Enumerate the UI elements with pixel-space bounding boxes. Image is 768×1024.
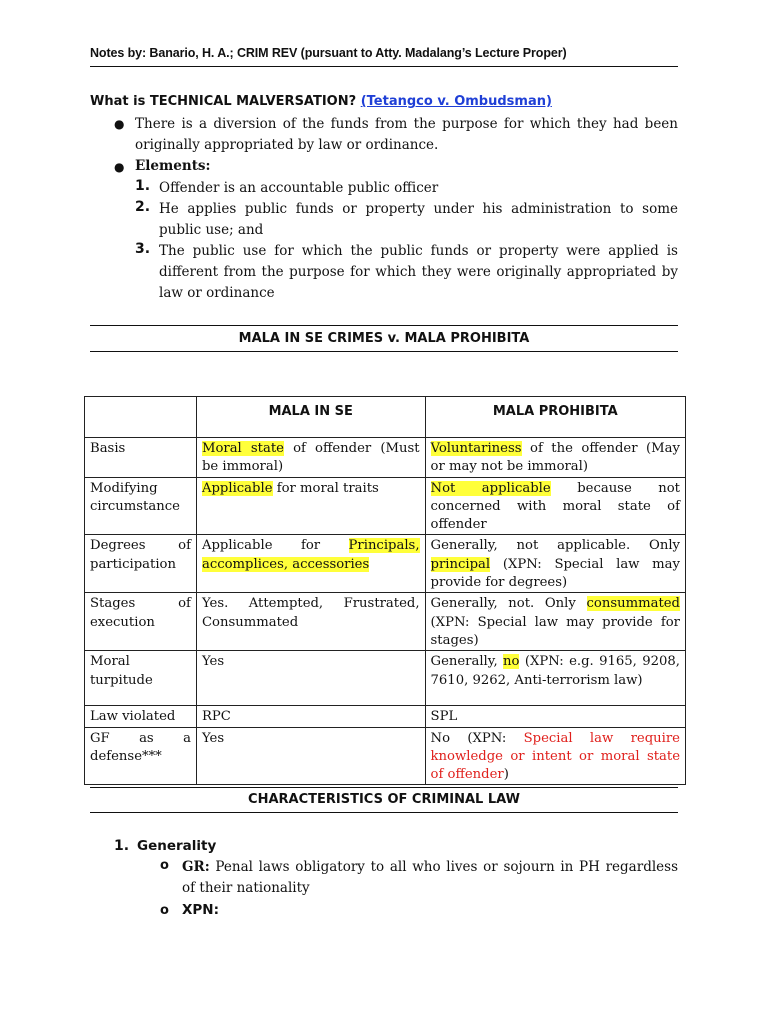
cell-text: Generally, — [430, 654, 504, 670]
table-row — [85, 651, 686, 706]
bullet-icon: ● — [114, 160, 125, 174]
red-text: Special law require knowledge or intent or moral state of offender — [430, 730, 680, 783]
header-mala-prohibita: MALA PROHIBITA — [425, 397, 685, 438]
cell-text: No (XPN: — [430, 730, 524, 746]
row-label: Basis — [85, 438, 197, 478]
mala-in-se-cell — [196, 477, 425, 535]
cell-text: Applicable for — [201, 538, 349, 554]
gr-body: Penal laws obligatory to all who lives or sojourn in PH regardless of their nationality — [182, 859, 678, 896]
mala-in-se-cell: Yes — [196, 727, 425, 785]
element-number: 3. — [135, 241, 151, 257]
header-cell-empty — [85, 397, 197, 438]
highlight: Applicable — [201, 480, 273, 496]
diversion-text: There is a diversion of the funds from the purpose for which they had been originally appropriated by law or ordinance. — [135, 116, 678, 153]
xpn-label: XPN: — [182, 902, 219, 918]
element-text: He applies public funds or property under his administration to some public use; and — [159, 201, 678, 238]
section-rule-top — [90, 787, 678, 788]
section-title: MALA IN SE CRIMES v. MALA PROHIBITA — [238, 331, 530, 346]
cell-text: (XPN: e.g. 9165, 9208, 7610, 9262, Anti-terrorism law) — [430, 654, 680, 688]
cell-text: Generally, not. Only — [430, 596, 587, 612]
marker-o: o — [160, 858, 169, 873]
row-label: Modifying circumstance — [85, 477, 197, 535]
cell-text: because not concerned with moral state of offender — [430, 480, 680, 533]
table-row — [85, 438, 686, 478]
element-text: The public use for which the public funds or property were applied is different from the purpose for which they were originally appropriated by law or ordinance — [159, 243, 678, 301]
mala-prohibita-cell — [425, 727, 685, 785]
case-link[interactable]: (Tetangco v. Ombudsman) — [360, 94, 552, 109]
highlight: no — [503, 654, 520, 670]
cell-text: of offender (Must be immoral) — [201, 441, 420, 475]
comparison-table — [84, 396, 686, 785]
row-label: Moral turpitude — [85, 651, 197, 706]
table-row — [85, 535, 686, 593]
table-row — [85, 593, 686, 651]
cell-text: (XPN: Special law may provide for degrees) — [430, 556, 680, 591]
page-header: Notes by: Banario, H. A.; CRIM REV (pursuant to Atty. Madalang’s Lecture Proper) — [90, 46, 567, 60]
mala-prohibita-cell — [425, 651, 685, 706]
highlight: Principals, accomplices, accessories — [201, 538, 420, 572]
section-rule-top — [90, 325, 678, 326]
mala-in-se-cell: Yes — [196, 651, 425, 706]
elements-label: Elements: — [135, 158, 211, 174]
mala-prohibita-cell — [425, 535, 685, 593]
highlight: Voluntariness — [430, 441, 522, 456]
generality-title: Generality — [137, 838, 217, 854]
header-rule — [90, 66, 678, 67]
mala-prohibita-cell: SPL — [425, 706, 685, 727]
list-number: 1. — [114, 838, 130, 854]
marker-o: o — [160, 903, 169, 918]
table-row — [85, 727, 686, 785]
bullet-icon: ● — [114, 117, 125, 131]
mala-in-se-cell: RPC — [196, 706, 425, 727]
cell-text: of the offender (May or may not be immoral) — [430, 441, 680, 475]
section-rule-bottom — [90, 812, 678, 813]
cell-text: (XPN: Special law may provide for stages) — [430, 614, 680, 648]
section-rule-bottom — [90, 351, 678, 352]
question-line — [90, 94, 552, 109]
gr-label: GR: — [182, 859, 210, 875]
question-lead: What is TECHNICAL MALVERSATION? — [90, 94, 357, 109]
header-mala-in-se: MALA IN SE — [196, 397, 425, 438]
highlight: Moral state — [201, 441, 284, 456]
mala-in-se-cell — [196, 535, 425, 593]
section-title: CHARACTERISTICS OF CRIMINAL LAW — [248, 792, 520, 807]
highlight: principal — [430, 556, 491, 572]
cell-text: for moral traits — [272, 480, 379, 496]
element-number: 1. — [135, 178, 151, 194]
mala-in-se-cell: Yes. Attempted, Frustrated, Consummated — [196, 593, 425, 651]
gr-text — [182, 857, 678, 899]
table-header-row — [85, 397, 686, 438]
mala-in-se-cell — [196, 438, 425, 478]
element-number: 2. — [135, 199, 151, 215]
mala-prohibita-cell — [425, 438, 685, 478]
element-text: Offender is an accountable public officer — [159, 180, 439, 196]
cell-text: Generally, not applicable. Only — [430, 538, 680, 554]
row-label: GF as a defense*** — [85, 727, 197, 785]
row-label: Law violated — [85, 706, 197, 727]
highlight: consummated — [586, 596, 680, 612]
mala-prohibita-cell — [425, 593, 685, 651]
table-row — [85, 477, 686, 535]
row-label: Stages of execution — [85, 593, 197, 651]
row-label: Degrees of participation — [85, 535, 197, 593]
cell-text: ) — [503, 767, 509, 783]
highlight: Not applicable — [430, 480, 551, 496]
table-row — [85, 706, 686, 727]
mala-prohibita-cell — [425, 477, 685, 535]
